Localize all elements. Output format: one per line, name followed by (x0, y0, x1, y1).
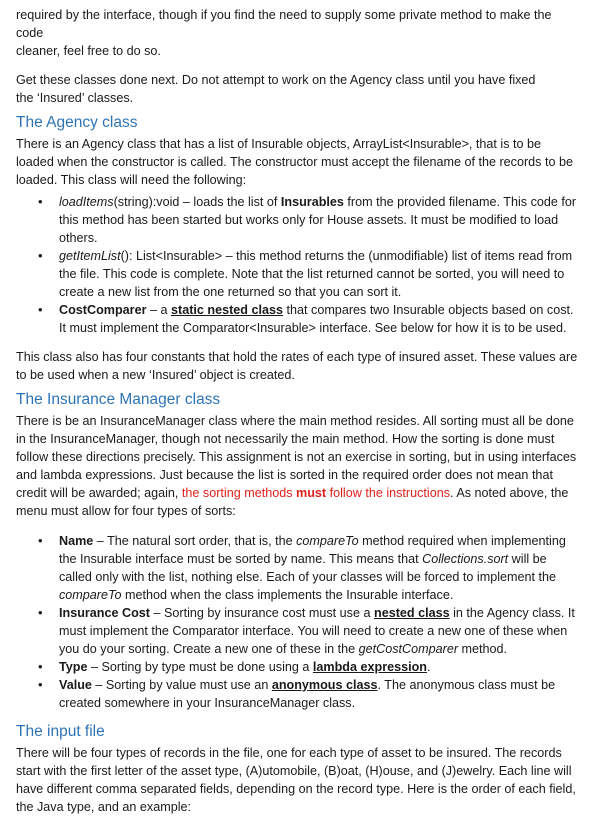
red-text: the sorting methods (181, 486, 297, 500)
red-bold-text: must (296, 486, 327, 500)
item-text: in the Agency class. It must implement the Comparator interface. You will need to create a new one of these when you do your sorting. Create a new one of these in the (59, 606, 575, 656)
method-name: loadItems (59, 195, 114, 209)
item-text: method. (458, 642, 508, 656)
agency-bullet-list (16, 193, 579, 337)
item-text: that compares two Insurable objects based on cost. It must implement the Comparator<Insurable> interface. See below for how it is to be used. (59, 303, 574, 335)
item-text: – Sorting by type must be done using a (87, 660, 313, 674)
item-text: – a (146, 303, 171, 317)
manager-paragraph (16, 412, 579, 520)
list-item (16, 301, 579, 337)
underlined-term: anonymous class (271, 678, 378, 692)
list-item (16, 247, 579, 301)
paragraph-text: . As noted above, the menu must allow for four types of sorts: (16, 486, 569, 518)
manager-heading: The Insurance Manager class (16, 391, 221, 408)
underlined-term: nested class (374, 606, 450, 620)
underlined-term: lambda expression (312, 660, 427, 674)
sort-bullet-list (16, 532, 579, 712)
item-text: method required when implementing the Insurable interface must be sorted by name. This means that (59, 534, 566, 566)
list-item (16, 604, 579, 658)
bullet-icon: • (38, 302, 43, 317)
list-item (16, 193, 579, 247)
bullet-icon: • (38, 677, 43, 692)
bold-term: Value (59, 678, 92, 692)
bold-term: Name (59, 534, 94, 548)
italic-term: Collections.sort (422, 552, 509, 566)
bold-term: Type (59, 660, 88, 674)
input-paragraph: There will be four types of records in the file, one for each type of asset to be insured. The records start with the first letter of the asset type, (A)utomobile, (B)oat, (H)ouse, and (J)ewelry. Each line will have different comma separated fields, depending on the record type. Here is the order of each field, the Java type, and an example: (16, 746, 576, 814)
intro-paragraph-2: Get these classes done next. Do not attempt to work on the Agency class until you have fixed the ‘Insured’ classes. (16, 73, 536, 105)
intro-line-1: required by the interface, though if you find the need to supply some private method to make the code (16, 8, 552, 40)
item-text: – The natural sort order, that is, the (93, 534, 297, 548)
red-text: follow the instructions (326, 486, 451, 500)
intro-line-2: cleaner, feel free to do so. (16, 44, 161, 58)
agency-paragraph-2: This class also has four constants that hold the rates of each type of insured asset. These values are to be used when a new ‘Insured’ object is created. (16, 350, 578, 382)
agency-paragraph: There is an Agency class that has a list of Insurable objects, ArrayList<Insurable>, that is to be loaded when the constructor is called. The constructor must accept the filename of the records to be loaded. This class will need the following: (16, 137, 573, 187)
bullet-icon: • (38, 248, 43, 263)
underlined-term: static nested class (171, 303, 284, 317)
bullet-icon: • (38, 605, 43, 620)
paragraph-text: There is be an InsuranceManager class where the main method resides. All sorting must all be done in the InsuranceManager, though not necessarily the main method. How the sorting is done must follow these directions precisely. This assignment is not an exercise in sorting, but in using interfaces and lambda expressions. Just because the list is sorted in the required order does not mean that credit will be awarded; again, (16, 414, 577, 500)
bullet-icon: • (38, 194, 43, 209)
bold-term: CostComparer (59, 303, 147, 317)
item-text: . The anonymous class must be created somewhere in your InsuranceManager class. (59, 678, 556, 710)
item-text: – Sorting by insurance cost must use a (149, 606, 374, 620)
item-text: will be called only with the list, nothing else. Each of your classes will be forced to implement the (59, 552, 557, 584)
list-item (16, 532, 579, 604)
method-name: getItemList (59, 249, 121, 263)
italic-term: compareTo (296, 534, 359, 548)
italic-term: getCostComparer (358, 642, 459, 656)
bold-term: Insurables (280, 195, 344, 209)
list-item (16, 676, 579, 712)
bold-term: Insurance Cost (59, 606, 150, 620)
list-item (16, 658, 579, 676)
item-text: (): List<Insurable> – this method returns the (unmodifiable) list of items read from the file. This code is complete. Note that the list returned cannot be sorted, you will need to create a new list from the one returned so that you can sort it. (59, 249, 573, 299)
item-text: . (427, 660, 431, 674)
item-text: method when the class implements the Insurable interface. (121, 588, 454, 602)
bullet-icon: • (38, 533, 43, 548)
agency-heading: The Agency class (16, 114, 138, 131)
item-text: – Sorting by value must use an (91, 678, 272, 692)
bullet-icon: • (38, 659, 43, 674)
item-text: from the provided filename. This code for this method has been started but works only for House assets. It must be modified to load others. (59, 195, 577, 245)
input-heading: The input file (16, 723, 105, 740)
item-text: (string):void – loads the list of (113, 195, 281, 209)
italic-term: compareTo (59, 588, 122, 602)
